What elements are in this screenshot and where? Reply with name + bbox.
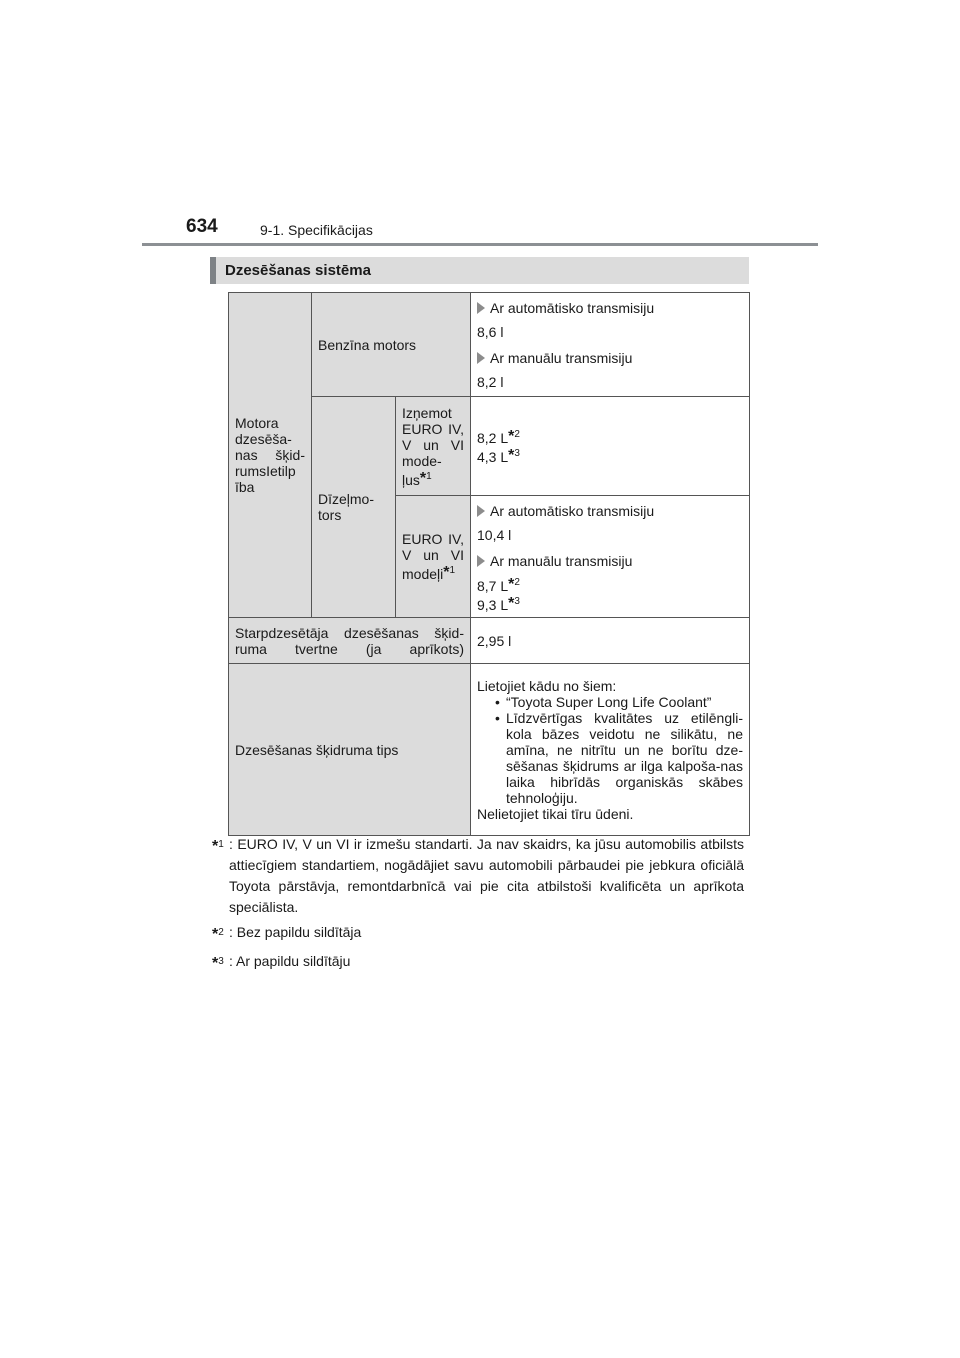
list-item: • Līdzvērtīgas kvalitātes uz etilēngli-kola bāzes veidotu ne silikātu, ne amīna, ne nitrītu un ne borītu dze-sēšanas šķidrums ar ilga kalpoša-nas laika hibrīdās organiskās skābes tehnoloģiju. [495, 710, 743, 806]
footnote: *$^3$ : Ar papildu sildītāju [212, 953, 351, 972]
section-title: 9-1. Specifikācijas [260, 222, 373, 238]
option-label: Ar automātisko transmisiju [490, 503, 655, 519]
triangle-bullet-icon [477, 302, 485, 314]
table-row [229, 618, 750, 664]
header-rule [142, 243, 818, 246]
section-heading: Dzesēšanas sistēma [210, 257, 749, 284]
footnotes [212, 834, 744, 980]
triangle-bullet-icon [477, 505, 485, 517]
footnote: *$^1$ : EURO IV, V un VI ir izmešu standarti. Ja nav skaidrs, ka jūsu automobilis atbilsts attiecīgiem standartiem, nogādājiet savu automobili pārbaudei pie jebkura oficiālā Toyota pārstāvja, remontdarbnīcā vai pie cita atbilstoši kvalificēta un aprīkota speciālista. [212, 836, 744, 915]
except-euro-label: Izņemot EURO IV, V un VI mode-ļus*$^1$ [396, 397, 471, 496]
option-label: Ar manuālu transmisiju [490, 350, 633, 366]
page-number: 634 [186, 216, 218, 237]
euro-models-label: EURO IV, V un VI modeļi*$^1$ [396, 496, 471, 618]
option-label: Ar automātisko transmisiju [490, 300, 655, 316]
coolant-type-label: Dzesēšanas šķidruma tips [229, 664, 471, 836]
intercooler-value: 2,95 l [471, 618, 750, 664]
option-label: Ar manuālu transmisiju [490, 553, 633, 569]
triangle-bullet-icon [477, 352, 485, 364]
table-row [229, 293, 750, 397]
intercooler-label: Starpdzesētāja dzesēšanas šķid-ruma tvertne (ja aprīkots) [229, 618, 471, 664]
diesel-engine-label: Dīzeļmo-tors [312, 397, 396, 618]
coolant-outro: Nelietojiet tikai tīru ūdeni. [477, 805, 634, 822]
coolant-list [477, 694, 743, 806]
except-euro-value: 8,2 L*$^2$ 4,3 L*$^3$ [471, 397, 750, 496]
list-item: • “Toyota Super Long Life Coolant” [495, 694, 743, 710]
engine-coolant-capacity-label: Motora dzesēša-nas šķid-rumsIetilp ība [229, 293, 312, 618]
table-row [229, 664, 750, 836]
capacity-value: 8,6 l [477, 324, 504, 340]
gasoline-engine-label: Benzīna motors [312, 293, 471, 397]
euro-models-value: Ar automātisko transmisiju 10,4 l Ar manuālu transmisiju 8,7 L*$^2$ 9,3 L*$^3$ [471, 496, 750, 618]
coolant-intro: Lietojiet kādu no šiem: [477, 677, 617, 694]
triangle-bullet-icon [477, 555, 485, 567]
capacity-value: 8,2 l [477, 374, 504, 390]
coolant-spec-table [228, 292, 750, 836]
footnote: *$^2$ : Bez papildu sildītāja [212, 924, 362, 943]
capacity-value: 10,4 l [477, 527, 512, 543]
gasoline-engine-value [471, 293, 750, 397]
coolant-type-value [471, 664, 750, 836]
